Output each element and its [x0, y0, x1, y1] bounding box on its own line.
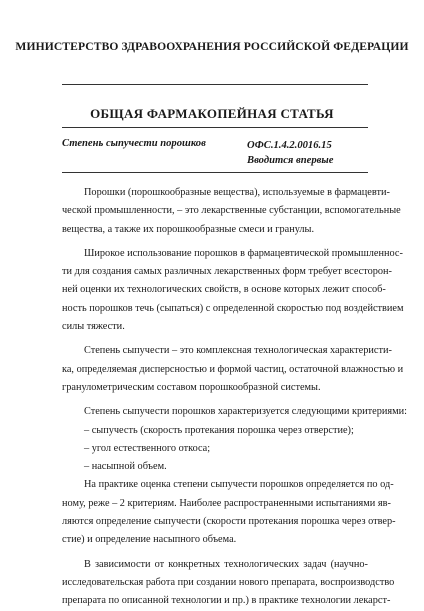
text-line: препарата по описанной технологии и пр.) в практике технологии лекарст- — [62, 595, 391, 607]
article-title: ОБЩАЯ ФАРМАКОПЕЙНАЯ СТАТЬЯ — [90, 106, 334, 121]
title-divider — [62, 127, 368, 128]
ministry-header: МИНИСТЕРСТВО ЗДРАВООХРАНЕНИЯ РОССИЙСКОЙ ФЕДЕРАЦИИ — [15, 40, 409, 53]
text-line: силы тяжести. — [62, 321, 125, 333]
text-line: вещества, а также их порошкообразные смеси и гранулы. — [62, 223, 315, 235]
article-name: Степень сыпучести порошков — [62, 138, 206, 149]
criteria-item: – насыпной объем. — [84, 461, 167, 473]
article-meta — [247, 138, 333, 168]
text-line: исследовательская работа при создании нового препарата, воспроизводство — [62, 576, 395, 588]
meta-divider — [62, 172, 368, 173]
text-line: ность порошков течь (сыпаться) с определенной скоростью под воздействием — [62, 302, 404, 314]
text-line: ней оценки их технологических свойств, в основе которых лежит способ- — [62, 284, 386, 296]
text-line: стие) и определение насыпного объема. — [62, 534, 237, 546]
text-line: ти для создания самых различных лекарственных форм требует всесторон- — [62, 266, 392, 278]
text-line: На практике оценка степени сыпучести порошков определяется по од- — [84, 479, 394, 491]
text-line: ческой промышленности, – это лекарственные субстанции, вспомогательные — [62, 205, 401, 217]
criteria-item: – угол естественного откоса; — [84, 442, 211, 454]
top-divider — [62, 84, 368, 85]
text-line: гранулометрическим составом порошкообразной системы. — [62, 381, 321, 393]
criteria-intro: Степень сыпучести порошков характеризуется следующими критериями: — [84, 406, 408, 418]
text-line: Порошки (порошкообразные вещества), используемые в фармацевти- — [84, 187, 390, 198]
criteria-item: – сыпучесть (скорость протекания порошка через отверстие); — [84, 424, 354, 436]
article-body — [62, 184, 408, 611]
text-line: Степень сыпучести – это комплексная технологическая характеристи- — [84, 345, 392, 357]
text-line: В зависимости от конкретных технологических задач (научно- — [84, 558, 368, 570]
text-line: ному, реже – 2 критериям. Наиболее распространенными испытаниями яв- — [62, 497, 391, 509]
article-status: Вводится впервые — [247, 155, 334, 166]
article-code: ОФС.1.4.2.0016.15 — [247, 140, 332, 151]
text-line: ка, определяемая дисперсностью и формой частиц, остаточной влажностью и — [62, 363, 404, 375]
text-line: ляются определение сыпучести (скорости протекания порошка через отвер- — [62, 516, 396, 528]
text-line: Широкое использование порошков в фармацевтической промышленнос- — [84, 247, 403, 259]
